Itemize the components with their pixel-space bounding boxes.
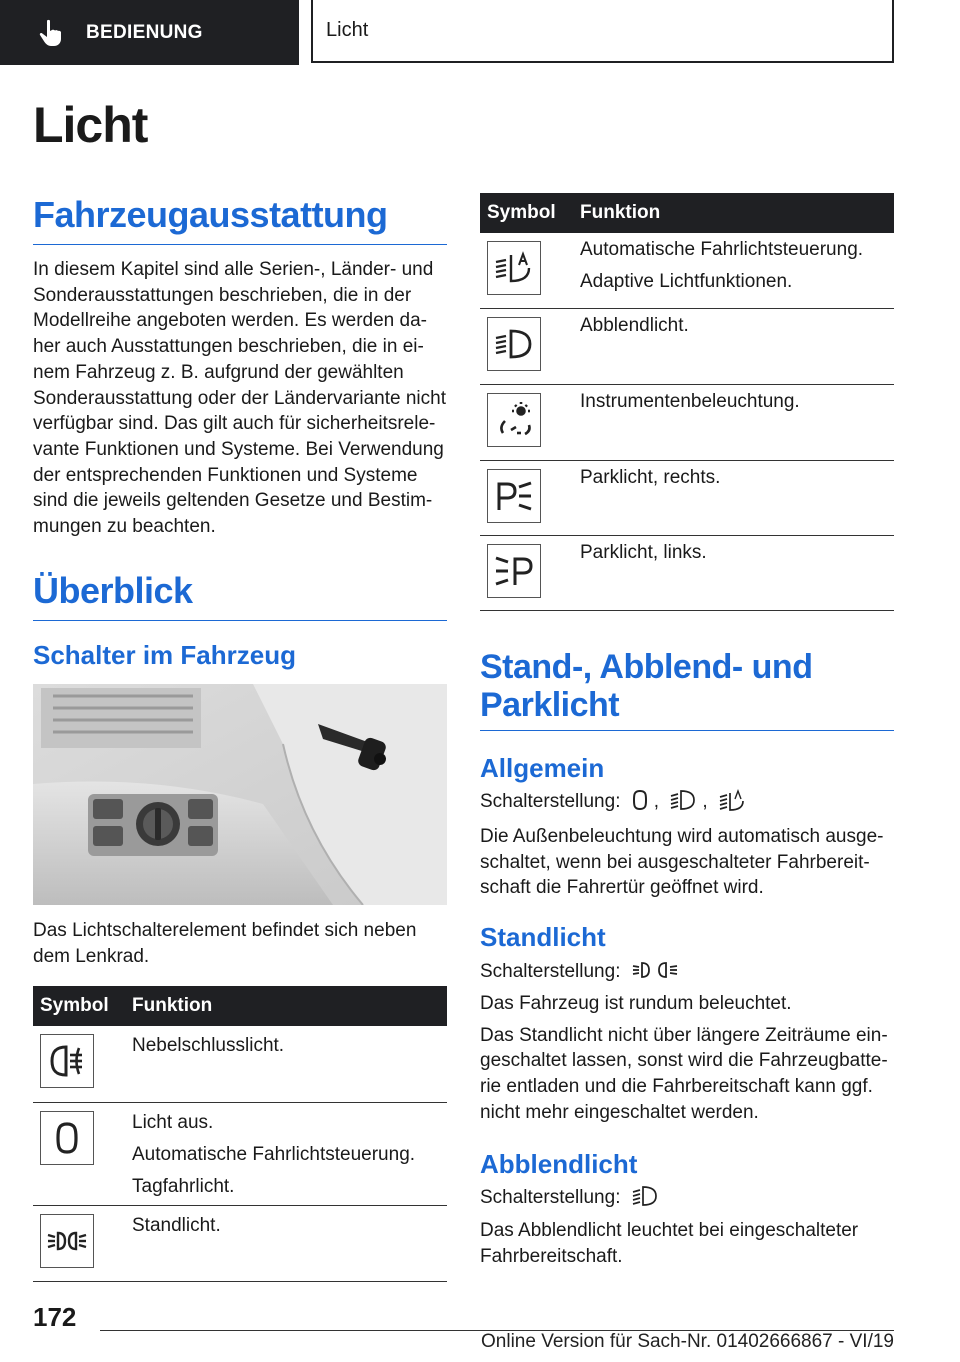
low-beam-icon [632,1185,658,1207]
text-line: Das Standlicht nicht über längere Zeiträume ein- [480,1024,888,1046]
table-row [33,1102,447,1205]
photo-caption [33,918,453,969]
text-line: Das Fahrzeug ist rundum beleuchtet. [480,993,792,1014]
text-line: rie entladen und die Fahrbereitschaft kann ggf. [480,1076,873,1098]
switch-label: Schalterstellung: [480,791,621,812]
function-text: Standlicht. [132,1214,221,1236]
low-beam-icon [487,317,541,371]
text-line: der entsprechenden Funktionen und Systeme [33,464,418,486]
column-header-function: Funktion [580,193,894,233]
heading-stand-abblend [480,648,894,731]
column-header-symbol: Symbol [480,193,580,233]
heading-standlicht: Standlicht [480,922,606,952]
text-line: vante Funktionen und Systeme. Bei Verwendung [33,438,444,460]
function-text: Licht aus. [132,1111,214,1133]
text-line: nem Fahrzeug z. B. aufgrund der gewählten [33,361,404,383]
parking-light-icon [632,959,678,981]
fahrzeugausstattung-text [33,257,453,540]
symbol-table-right [480,193,894,611]
table-row [33,1026,447,1102]
allgemein-switch-positions [480,789,751,815]
auto-headlight-icon [719,789,745,811]
switch-label: Schalterstellung: [480,1187,621,1208]
light-switch-photo [33,684,447,905]
table-header-row [33,986,447,1026]
symbol-table-left [33,986,447,1282]
low-beam-icon [670,789,696,811]
function-text: Parklicht, links. [580,541,707,563]
function-text: Automatische Fahrlichtsteuerung. [132,1143,416,1165]
text-line: Modellreihe angeboten werden. Es werden da- [33,310,427,332]
text-line: verfügbar sind. Das gilt auch für sicherheitsrele- [33,413,436,435]
allgemein-text [480,824,900,901]
column-header-symbol: Symbol [33,986,132,1026]
text-line: In diesem Kapitel sind alle Serien-, Länder- und [33,259,434,280]
section-tab-label: BEDIENUNG [86,21,203,43]
table-header-row [480,193,894,233]
light-off-icon [40,1111,94,1165]
text-line: Das Abblendlicht leuchtet bei eingeschalteter [480,1220,859,1241]
hand-pointer-icon [38,19,64,47]
text-line: sind die jeweils geltenden Gesetze und Bestim- [33,490,433,512]
abblendlicht-switch-position [480,1185,664,1211]
standlicht-switch-position [480,959,684,985]
chapter-title: Licht [326,19,369,41]
abblendlicht-text [480,1218,900,1269]
function-text: Abblendlicht. [580,314,689,336]
parking-light-icon [40,1214,94,1268]
page-number: 172 [33,1302,77,1332]
page-title: Licht [33,97,148,153]
light-off-icon [632,789,648,811]
column-header-function: Funktion [132,986,447,1026]
table-row [33,1205,447,1281]
function-text: Parklicht, rechts. [580,466,721,488]
heading-abblendlicht: Abblendlicht [480,1149,638,1179]
text-line: Die Außenbeleuchtung wird automatisch ausge- [480,826,884,847]
table-row [480,233,894,308]
separator: , [653,791,660,812]
text-line: schaft die Fahrertür geöffnet wird. [480,877,764,899]
function-text: Automatische Fahrlichtsteuerung. [580,239,864,260]
switch-label: Schalterstellung: [480,961,621,982]
text-line: Das Lichtschalterelement befindet sich neben [33,920,417,941]
text-line: schaltet, wenn bei ausgeschalteter Fahrbereit- [480,851,870,873]
chapter-header [311,0,894,63]
heading-ueberblick: Überblick [33,570,447,621]
instrument-lighting-icon [487,393,541,447]
function-text: Adaptive Lichtfunktionen. [580,271,793,292]
function-text: Nebelschlusslicht. [132,1035,285,1056]
heading-line: Stand-, Abblend- und [480,648,813,686]
heading-schalter: Schalter im Fahrzeug [33,640,296,670]
table-row [480,535,894,610]
section-tab[interactable] [0,0,299,65]
separator: , [702,791,708,812]
table-row [480,384,894,460]
heading-fahrzeugausstattung: Fahrzeugausstattung [33,194,447,245]
text-line: mungen zu beachten. [33,516,216,538]
auto-headlight-icon [487,241,541,295]
text-line: dem Lenkrad. [33,945,150,967]
heading-line: Parklicht [480,686,620,724]
text-line: her auch Ausstattungen beschrieben, die in ei- [33,336,424,358]
fog-rear-light-icon [40,1034,94,1088]
text-line: nicht mehr eingeschaltet werden. [480,1101,759,1123]
function-text: Tagfahrlicht. [132,1175,235,1197]
text-line: Fahrbereitschaft. [480,1245,623,1267]
heading-allgemein: Allgemein [480,753,605,783]
text-line: Sonderausstattung oder der Ländervariante nicht [33,387,446,409]
text-line: Sonderausstattungen beschrieben, die in der [33,284,412,306]
text-line: geschaltet lassen, sonst wird die Fahrzeugbatte- [480,1050,888,1072]
table-row [480,460,894,535]
online-version-text: Online Version für Sach-Nr. 01402666867 - VI/19 [481,1331,894,1352]
function-text: Instrumentenbeleuchtung. [580,390,800,412]
parking-light-right-icon [487,469,541,523]
table-row [480,308,894,384]
standlicht-text [480,991,900,1126]
parking-light-left-icon [487,544,541,598]
